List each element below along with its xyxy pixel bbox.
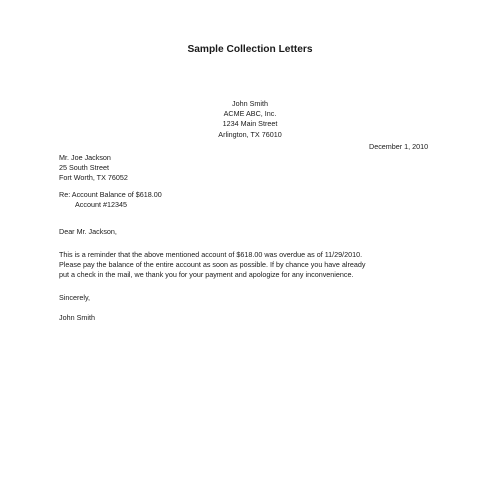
recipient-street: 25 South Street (59, 163, 109, 173)
reference-account-number: Account #12345 (75, 200, 127, 210)
recipient-address-block (59, 153, 128, 184)
sender-street: 1234 Main Street (222, 119, 278, 129)
sender-city-state-zip: Arlington, TX 76010 (218, 129, 282, 139)
salutation: Dear Mr. Jackson, (59, 227, 117, 236)
body-line: This is a reminder that the above mentioned account of $618.00 was overdue as of 11/29/2010. (59, 250, 363, 259)
reference-balance: Re: Account Balance of $618.00 (59, 190, 162, 199)
body-line: put a check in the mail, we thank you for your payment and apologize for any inconvenience. (59, 270, 354, 280)
document-title: Sample Collection Letters (187, 44, 313, 55)
body-paragraph (59, 250, 459, 281)
recipient-name: Mr. Joe Jackson (59, 153, 111, 162)
sender-name: John Smith (232, 99, 268, 108)
reference-block (59, 190, 162, 210)
sender-company: ACME ABC, Inc. (223, 109, 277, 119)
sender-address-block (0, 99, 500, 140)
body-line: Please pay the balance of the entire account as soon as possible. If by chance you have already (59, 260, 366, 270)
recipient-city-state-zip: Fort Worth, TX 76052 (59, 173, 128, 183)
closing: Sincerely, (59, 293, 91, 302)
signature-name: John Smith (59, 313, 95, 322)
letter-date: December 1, 2010 (369, 142, 429, 151)
